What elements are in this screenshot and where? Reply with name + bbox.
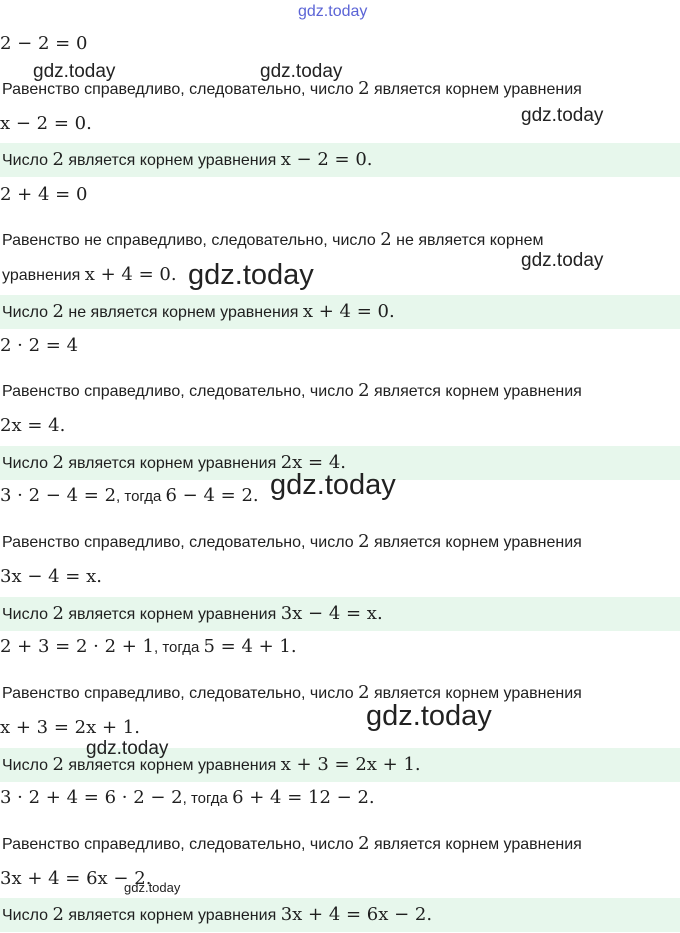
watermark: gdz.today [33, 61, 116, 82]
equation-3: 2x = 4. [0, 415, 66, 436]
reason-text-1: Равенство справедливо, следовательно, число 2 является корнем уравнения [2, 78, 582, 99]
reason-text-2: Равенство не справедливо, следовательно, число 2 не является корнем [2, 229, 544, 250]
watermark: gdz.today [260, 61, 343, 82]
check-expression-1: 2 − 2 = 0 [0, 33, 88, 54]
equation-5: x + 3 = 2x + 1. [0, 717, 140, 738]
watermark: gdz.today [521, 250, 604, 271]
watermark: gdz.today [124, 880, 181, 895]
reason-text-3: Равенство справедливо, следовательно, число 2 является корнем уравнения [2, 380, 582, 401]
check-expression-6: 3 · 2 + 4 = 6 · 2 − 2, тогда 6 + 4 = 12 − 2. [0, 787, 375, 808]
reason-text-6: Равенство справедливо, следовательно, число 2 является корнем уравнения [2, 833, 582, 854]
equation-6: 3x + 4 = 6x − 2. [0, 868, 152, 889]
reason-text-5: Равенство справедливо, следовательно, число 2 является корнем уравнения [2, 682, 582, 703]
answer-banner-4: Число 2 является корнем уравнения 3x − 4 = x. [0, 597, 680, 631]
header-watermark: gdz.today [298, 3, 368, 20]
watermark: gdz.today [86, 738, 169, 759]
answer-banner-1: Число 2 является корнем уравнения x − 2 = 0. [0, 143, 680, 177]
answer-banner-6: Число 2 является корнем уравнения 3x + 4 = 6x − 2. [0, 898, 680, 932]
answer-banner-5: Число 2 является корнем уравнения x + 3 = 2x + 1. [0, 748, 680, 782]
reason-text-4: Равенство справедливо, следовательно, число 2 является корнем уравнения [2, 531, 582, 552]
watermark: gdz.today [521, 105, 604, 126]
equation-1: x − 2 = 0. [0, 113, 92, 134]
check-expression-2: 2 + 4 = 0 [0, 184, 88, 205]
check-expression-5: 2 + 3 = 2 · 2 + 1, тогда 5 = 4 + 1. [0, 636, 297, 657]
reason-text-2-line2: уравнения x + 4 = 0. [2, 264, 177, 285]
watermark: gdz.today [270, 469, 396, 501]
watermark: gdz.today [188, 259, 314, 291]
equation-4: 3x − 4 = x. [0, 566, 102, 587]
watermark: gdz.today [366, 700, 492, 732]
answer-banner-3: Число 2 является корнем уравнения 2x = 4. [0, 446, 680, 480]
check-expression-4: 3 · 2 − 4 = 2, тогда 6 − 4 = 2. [0, 485, 259, 506]
answer-banner-2: Число 2 не является корнем уравнения x + 4 = 0. [0, 295, 680, 329]
check-expression-3: 2 · 2 = 4 [0, 335, 79, 356]
